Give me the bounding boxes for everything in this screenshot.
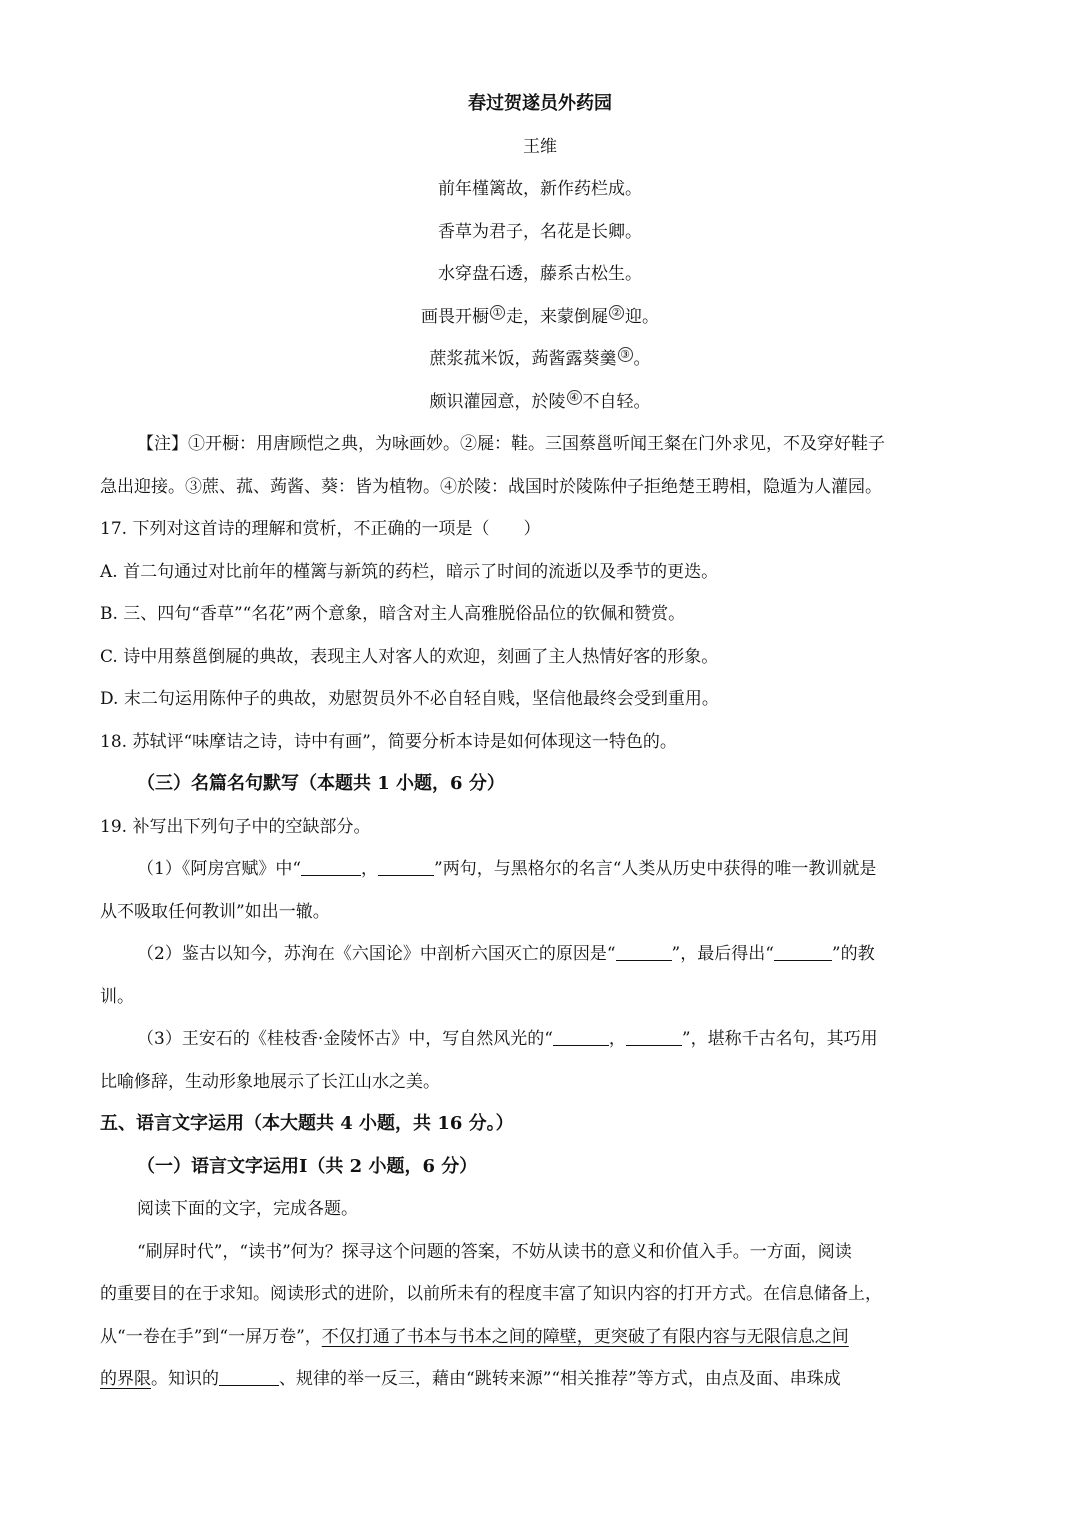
question-19-part-2-cont: 训。 — [100, 987, 134, 1007]
poem-line-1: 前年槿篱故，新作药栏成。 — [438, 179, 642, 199]
answer-blank[interactable] — [626, 1027, 682, 1046]
passage-line-4: 的界限。知识的 、规律的举一反三，藉由“跳转来源”“相关推荐”等方式，由点及面、串珠成 — [100, 1369, 841, 1389]
poem-note-line-1: 【注】①开橱：用唐顾恺之典，为咏画妙。②屣：鞋。三国蔡邕听闻王粲在门外求见，不及穿好鞋子 — [137, 434, 885, 454]
passage-line-2: 的重要目的在于求知。阅读形式的进阶，以前所未有的程度丰富了知识内容的打开方式。在信息储备上， — [100, 1284, 882, 1304]
passage-line-3: 从“一卷在手”到“一屏万卷”，不仅打通了书本与书本之间的障壁，更突破了有限内容与无限信息之间 — [100, 1327, 849, 1347]
question-17-option-a: A. 首二句通过对比前年的槿篱与新筑的药栏，暗示了时间的流逝以及季节的更迭。 — [100, 562, 719, 582]
passage-line-1: “刷屏时代”，“读书”何为？探寻这个问题的答案，不妨从读书的意义和价值入手。一方面，阅读 — [137, 1242, 852, 1262]
poem-author: 王维 — [523, 137, 557, 157]
poem-note-line-2: 急出迎接。③蔗、菰、蒟酱、葵：皆为植物。④於陵：战国时於陵陈仲子拒绝楚王聘相，隐遁为人灌园。 — [100, 477, 882, 497]
question-19-part-1-cont: 从不吸取任何教训”如出一辙。 — [100, 902, 330, 922]
poem-line-5: 蔗浆菰米饭，蒟酱露葵羹 ③ 。 — [429, 348, 651, 369]
question-17-stem: 17. 下列对这首诗的理解和赏析，不正确的一项是（ ） — [100, 519, 541, 539]
answer-blank[interactable] — [616, 942, 672, 961]
answer-blank[interactable] — [301, 857, 361, 876]
question-19-part-2: （2）鉴古以知今，苏洵在《六国论》中剖析六国灭亡的原因是“ ”，最后得出“ ”的教 — [137, 944, 875, 964]
note-marker-1: ① — [490, 305, 505, 320]
reading-instructions: 阅读下面的文字，完成各题。 — [137, 1199, 358, 1219]
poem-line-3: 水穿盘石透，藤系古松生。 — [438, 264, 642, 284]
section-3-heading: （三）名篇名句默写（本题共 1 小题，6 分） — [137, 773, 505, 794]
question-19-part-3: （3）王安石的《桂枝香·金陵怀古》中，写自然风光的“ ， ”，堪称千古名句，其巧用 — [137, 1029, 878, 1049]
question-17-option-c: C. 诗中用蔡邕倒屣的典故，表现主人对客人的欢迎，刻画了主人热情好客的形象。 — [100, 647, 719, 667]
answer-blank[interactable] — [378, 857, 434, 876]
answer-blank[interactable] — [219, 1367, 279, 1386]
poem-line-2: 香草为君子，名花是长卿。 — [438, 222, 642, 242]
answer-blank[interactable] — [553, 1027, 609, 1046]
question-19-part-1: （1）《阿房宫赋》中“ ， ”两句，与黑格尔的名言“人类从历史中获得的唯一教训就是 — [137, 859, 877, 879]
poem-line-4: 画畏开橱 ① 走，来蒙倒屣 ② 迎。 — [421, 306, 659, 327]
part-5-subsection-heading: （一）语言文字运用Ⅰ（共 2 小题，6 分） — [137, 1156, 478, 1177]
answer-blank[interactable] — [774, 942, 832, 961]
underlined-sentence: 不仅打通了书本与书本之间的障壁，更突破了有限内容与无限信息之间 — [321, 1327, 849, 1347]
question-19-part-3-cont: 比喻修辞，生动形象地展示了长江山水之美。 — [100, 1072, 440, 1092]
poem-title: 春过贺遂员外药园 — [468, 93, 612, 114]
question-19-stem: 19. 补写出下列句子中的空缺部分。 — [100, 817, 371, 837]
underlined-sentence-end: 的界限 — [100, 1369, 151, 1389]
note-marker-4: ④ — [567, 390, 582, 405]
poem-line-6: 颇识灌园意，於陵 ④ 不自轻。 — [429, 391, 651, 412]
question-17-option-b: B. 三、四句“香草”“名花”两个意象，暗含对主人高雅脱俗品位的钦佩和赞赏。 — [100, 604, 686, 624]
note-marker-3: ③ — [618, 347, 633, 362]
note-marker-2: ② — [609, 305, 624, 320]
part-5-heading: 五、语言文字运用（本大题共 4 小题，共 16 分。） — [100, 1113, 514, 1134]
question-18: 18. 苏轼评“味摩诘之诗，诗中有画”，简要分析本诗是如何体现这一特色的。 — [100, 732, 677, 752]
question-17-option-d: D. 末二句运用陈仲子的典故，劝慰贺员外不必自轻自贱，坚信他最终会受到重用。 — [100, 689, 719, 709]
